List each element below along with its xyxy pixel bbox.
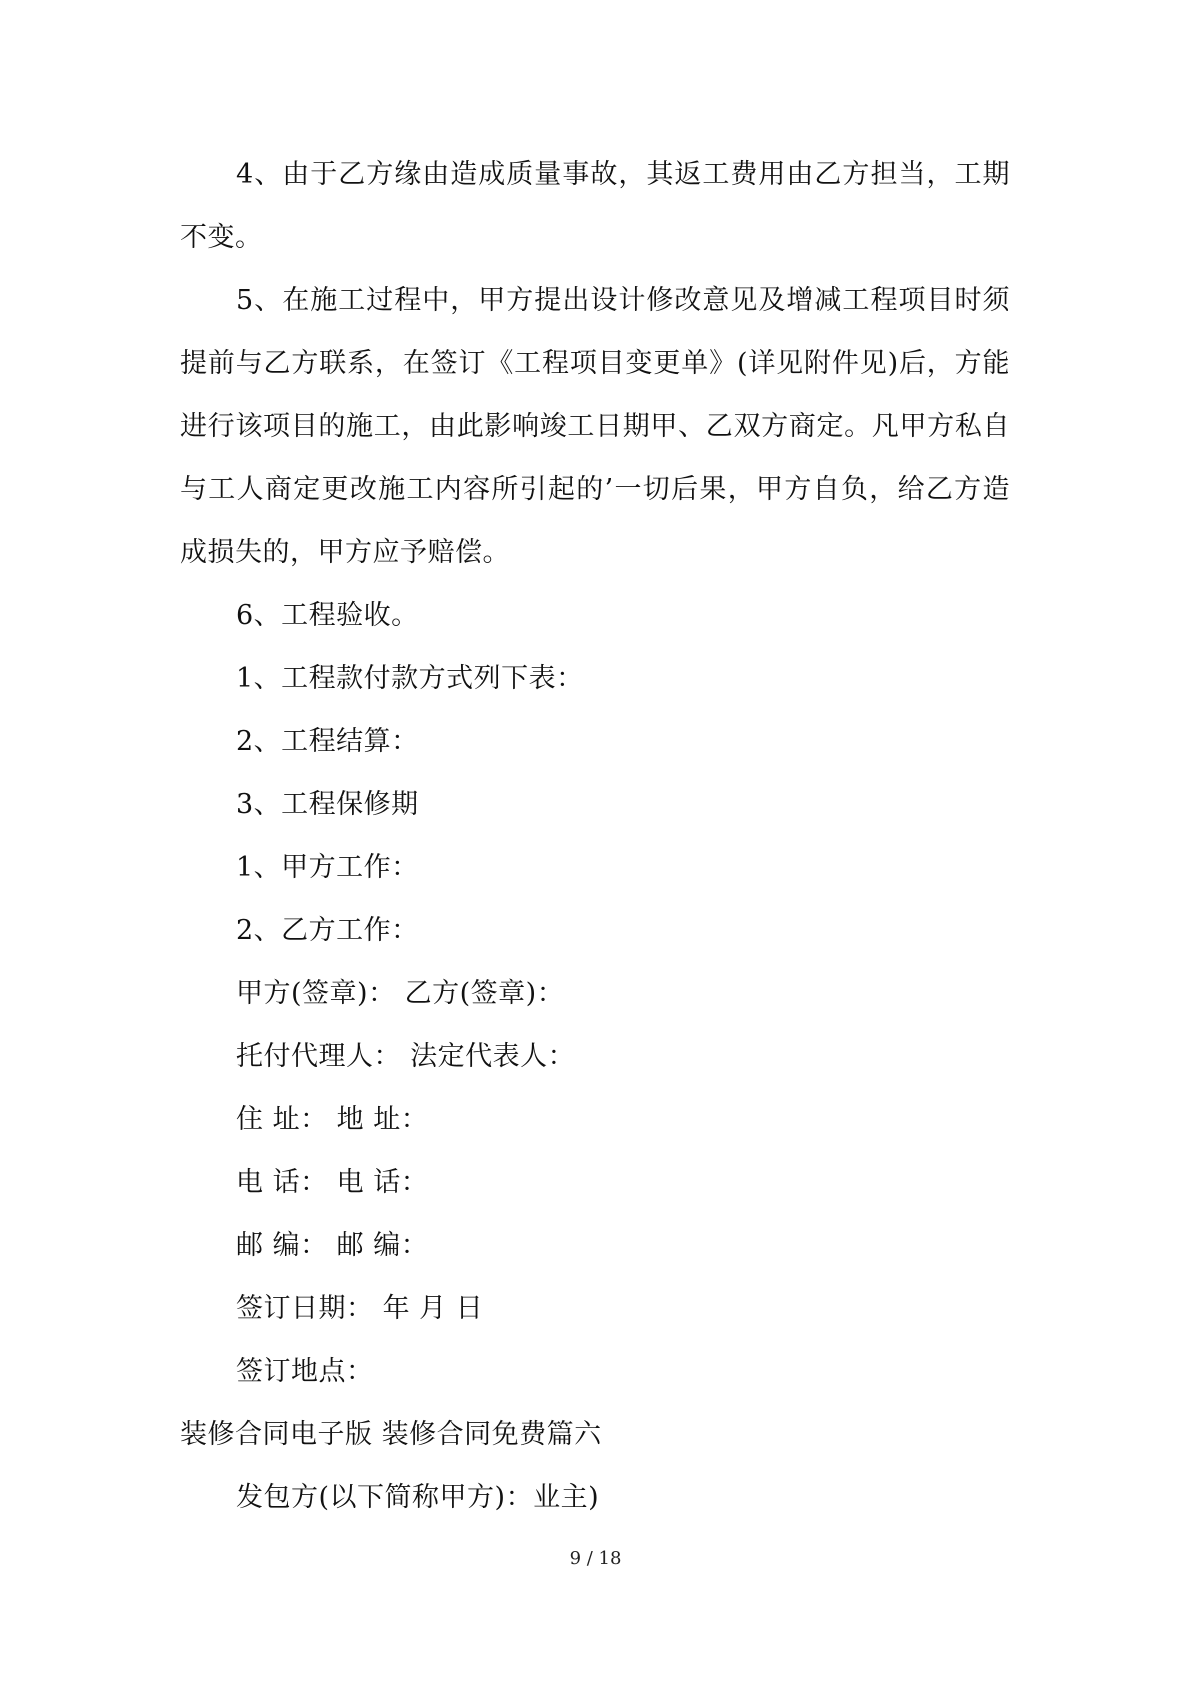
paragraph-party-b-work: 2、乙方工作： [236, 915, 419, 946]
agent-line: 托付代理人： 法定代表人： [236, 1041, 576, 1072]
postcode-line: 邮 编： 邮 编： [236, 1230, 429, 1261]
section-heading: 装修合同电子版 装修合同免费篇六 [180, 1419, 602, 1450]
paragraph-clause-5: 5、在施工过程中，甲方提出设计修改意见及增减工程项目时须提前与乙方联系，在签订《工程项目变更单》(详见附件见)后，方能进行该项目的施工，由此影响竣工日期甲、乙双方商定。凡甲方私自与工人商定更改施工内容所引起的’一切后果，甲方自负，给乙方造成损失的，甲方应予赔偿。 [180, 285, 1010, 568]
paragraph-party-a-work: 1、甲方工作： [236, 852, 419, 883]
phone-line: 电 话： 电 话： [236, 1167, 429, 1198]
signature-line: 甲方(签章)： 乙方(签章)： [236, 978, 565, 1009]
sign-place-line: 签订地点： [236, 1356, 374, 1387]
paragraph-payment-method: 1、工程款付款方式列下表： [236, 663, 584, 694]
paragraph-clause-6: 6、工程验收。 [236, 600, 419, 631]
sign-date-line: 签订日期： 年 月 日 [236, 1293, 484, 1324]
paragraph-employer: 发包方(以下简称甲方)：业主) [236, 1482, 600, 1513]
document-body [180, 143, 1010, 1529]
address-line: 住 址： 地 址： [236, 1104, 429, 1135]
paragraph-clause-4: 4、由于乙方缘由造成质量事故，其返工费用由乙方担当，工期不变。 [180, 159, 1010, 253]
page-number: 9 / 18 [569, 1548, 622, 1569]
paragraph-settlement: 2、工程结算： [236, 726, 419, 757]
paragraph-warranty: 3、工程保修期 [236, 789, 419, 820]
